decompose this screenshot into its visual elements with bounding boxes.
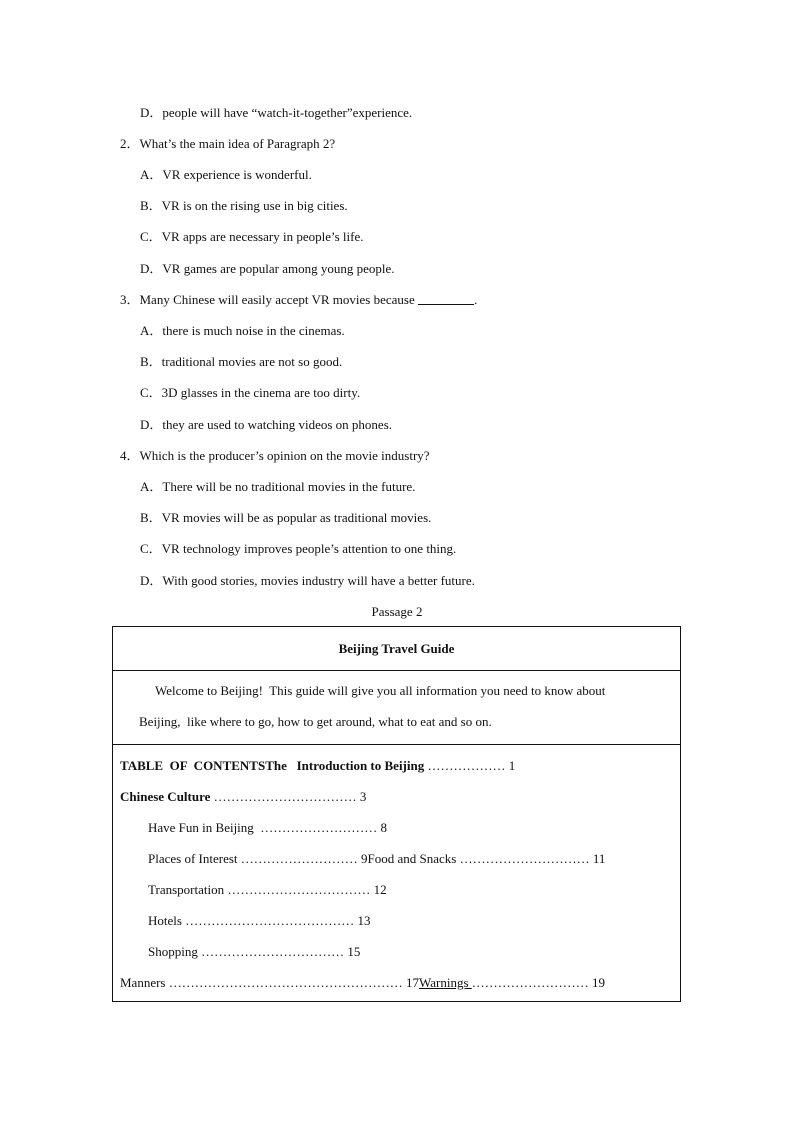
guide-welcome	[113, 670, 680, 745]
q3-option-a: A．there is much noise in the cinemas.	[140, 323, 345, 338]
q3-stem: 3．Many Chinese will easily accept VR movies because	[120, 292, 415, 307]
toc-manners: Manners ……………………………………………… 17	[120, 975, 419, 990]
toc-intro-page: ……………… 1	[424, 758, 516, 773]
q2-option-a: A．VR experience is wonderful.	[140, 167, 312, 182]
q3-option-d: D．they are used to watching videos on phones.	[140, 417, 393, 432]
toc-hotels: Hotels ………………………………… 13	[148, 913, 371, 928]
q2-option-d: D．VR games are popular among young people.	[140, 261, 395, 276]
q4-option-d: D．With good stories, movies industry will have a better future.	[140, 573, 475, 588]
toc-warnings-page: ……………………… 19	[471, 975, 605, 990]
q4-option-a: A．There will be no traditional movies in the future.	[140, 479, 416, 494]
q3-option-c: C．3D glasses in the cinema are too dirty.	[140, 385, 361, 400]
toc-culture: Chinese Culture	[120, 789, 211, 804]
q4-option-c: C．VR technology improves people’s attention to one thing.	[140, 541, 457, 556]
q2-option-b: B．VR is on the rising use in big cities.	[140, 198, 348, 213]
toc-manners-line	[120, 976, 605, 989]
toc-intro-the: The	[265, 758, 287, 773]
welcome-line-1: Welcome to Beijing! This guide will give you all information you need to know about	[155, 683, 606, 698]
toc-intro-title: Introduction to Beijing	[296, 758, 425, 773]
guide-title: Beijing Travel Guide	[113, 627, 680, 671]
toc-intro-line	[120, 759, 515, 772]
welcome-line-2: Beijing, like where to go, how to get around, what to eat and so on.	[139, 714, 492, 729]
q3-answer-blank	[418, 293, 474, 305]
toc-warnings: Warnings	[419, 975, 472, 990]
q2-option-c: C．VR apps are necessary in people’s life.	[140, 229, 364, 244]
toc-label: TABLE OF CONTENTS	[120, 758, 266, 773]
toc-shopping: Shopping …………………………… 15	[148, 944, 361, 959]
passage-heading: Passage 2	[371, 604, 423, 619]
q3-stem-end: .	[473, 292, 478, 307]
toc-fun: Have Fun in Beijing ……………………… 8	[148, 820, 388, 835]
q4-option-b: B．VR movies will be as popular as traditional movies.	[140, 510, 432, 525]
q1-option-d: D．people will have “watch-it-together”experience.	[140, 105, 413, 120]
toc-places: Places of Interest ……………………… 9	[148, 851, 368, 866]
q3-option-b: B．traditional movies are not so good.	[140, 354, 343, 369]
toc-places-line	[148, 852, 605, 865]
q3-stem-line	[120, 293, 477, 306]
travel-guide-box	[112, 626, 681, 1002]
toc-food: Food and Snacks ………………………… 11	[367, 851, 606, 866]
toc-culture-page: …………………………… 3	[210, 789, 367, 804]
q4-stem: 4．Which is the producer’s opinion on the movie industry?	[120, 448, 430, 463]
toc-transportation: Transportation …………………………… 12	[148, 882, 387, 897]
toc-culture-line	[120, 790, 366, 803]
q2-stem: 2．What’s the main idea of Paragraph 2?	[120, 136, 336, 151]
